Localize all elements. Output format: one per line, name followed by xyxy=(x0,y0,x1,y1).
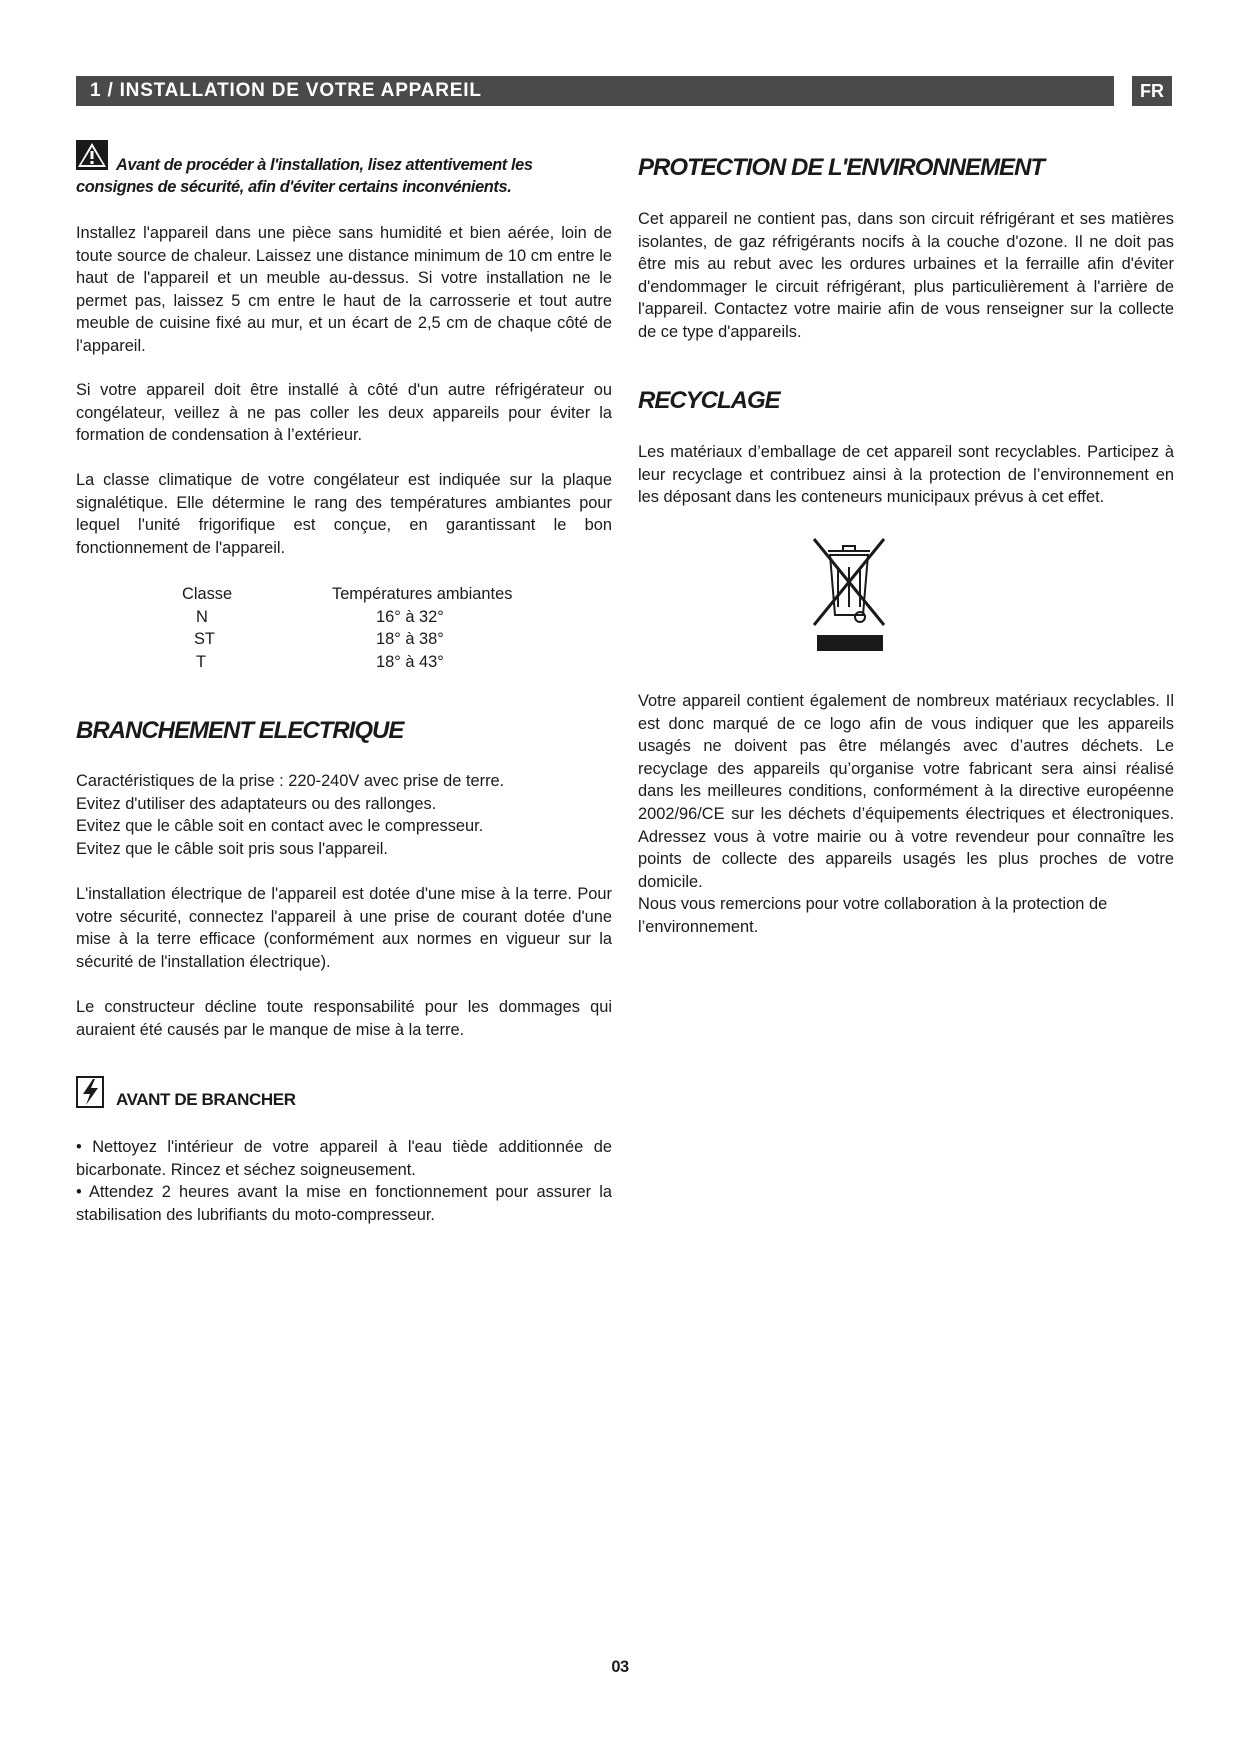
weee-paragraph: Votre appareil contient également de nombreux matériaux recyclables. Il est donc marqué de ce logo afin de vous indiquer que les appareils usagés ne doivent pas être mélangés avec d’autres déchets. Le recyclage des appareils qu’organise votre fabricant sera ainsi réalisé dans les meilleures conditions, conformément à la directive européenne 2002/96/CE sur les déchets d’équipements électriques et électroniques. Adressez vous à votre mairie ou à votre revendeur pour connaître les points de collecte des appareils usagés les plus proches de votre domicile. xyxy=(638,692,1174,891)
climate-class-paragraph: La classe climatique de votre congélateur est indiquée sur la plaque signalétique. Elle détermine le rang des températures ambiantes pour lequel l'unité frigorifique est conçue, en garantissant le bon fonctionnement de l'appareil. xyxy=(76,471,612,557)
electric-line: Caractéristiques de la prise : 220-240V avec prise de terre. xyxy=(76,772,505,790)
table-cell-class: ST xyxy=(194,630,215,649)
recycling-heading: RECYCLAGE xyxy=(638,387,780,414)
thanks-paragraph: Nous vous remercions pour votre collaboration à la protection de l’environnement. xyxy=(638,895,1108,936)
table-cell-class: N xyxy=(196,607,208,626)
table-cell-range: 18° à 43° xyxy=(376,652,444,671)
lightning-icon xyxy=(76,1076,104,1108)
electric-requirements xyxy=(76,770,612,860)
table-cell-class: T xyxy=(196,652,207,671)
electric-line: Evitez d'utiliser des adaptateurs ou des rallonges. xyxy=(76,794,437,813)
side-by-side-paragraph: Si votre appareil doit être installé à côté d'un autre réfrigérateur ou congélateur, veillez à ne pas coller les deux appareils pour éviter la formation de condensation à l’extérieur. xyxy=(76,381,612,445)
warning-text: Avant de procéder à l'installation, lisez attentivement les consignes de sécurité, afin d'éviter certains inconvénients. xyxy=(76,156,533,196)
environment-heading: PROTECTION DE L'ENVIRONNEMENT xyxy=(638,154,1045,181)
earthing-paragraph: L'installation électrique de l'appareil est dotée d'une mise à la terre. Pour votre sécurité, connectez l'appareil à une prise de courant dotée d'une mise à la terre efficace (conformément aux normes en vigueur sur la sécurité de l'installation électrique). xyxy=(76,885,612,971)
table-cell-range: 18° à 38° xyxy=(376,630,444,649)
electric-connection-heading: BRANCHEMENT ELECTRIQUE xyxy=(76,717,404,744)
table-header-class: Classe xyxy=(182,585,233,603)
electric-line: Evitez que le câble soit en contact avec le compresseur. xyxy=(76,817,484,836)
wait-instruction: • Attendez 2 heures avant la mise en fonctionnement pour assurer la stabilisation des lubrifiants du moto-compresseur. xyxy=(76,1183,612,1224)
liability-paragraph: Le constructeur décline toute responsabilité pour les dommages qui auraient été causés par le manque de mise à la terre. xyxy=(76,998,612,1039)
crossed-out-bin-icon xyxy=(808,537,890,655)
page-number: 03 xyxy=(611,1658,629,1676)
environment-paragraph: Cet appareil ne contient pas, dans son circuit réfrigérant et ses matières isolantes, de gaz réfrigérants nocifs à la couche d'ozone. Il ne doit pas être mis au rebut avec les ordures urbaines et la ferraille afin d'éviter d'endommager le circuit réfrigérant, plus particulièrement à l'arrière de l'appareil. Contactez votre mairie afin de vous renseigner sur la collecte de ce type d'appareils. xyxy=(638,210,1174,341)
table-cell-range: 16° à 32° xyxy=(376,607,444,626)
recycling-paragraph: Les matériaux d’emballage de cet appareil sont recyclables. Participez à leur recyclage et contribuez ainsi à la protection de l’environnement en les déposant dans les conteneurs municipaux prévus à cet effet. xyxy=(638,443,1174,507)
table-header-temperatures: Températures ambiantes xyxy=(332,585,513,603)
electric-line: Evitez que le câble soit pris sous l'appareil. xyxy=(76,839,388,858)
installation-paragraph: Installez l'appareil dans une pièce sans humidité et bien aérée, loin de toute source de chaleur. Laissez une distance minimum de 10 cm entre le haut de l'appareil et un meuble au-dessus. Si votre installation ne le permet pas, laissez 5 cm entre le haut de la carrosserie et tout autre meuble de cuisine fixé au mur, et un écart de 2,5 cm de chaque côté de l'appareil. xyxy=(76,224,612,355)
section-title: 1 / INSTALLATION DE VOTRE APPAREIL xyxy=(90,80,482,101)
before-plugging-heading: AVANT DE BRANCHER xyxy=(116,1090,296,1109)
language-badge: FR xyxy=(1132,76,1172,106)
cleaning-instruction: • Nettoyez l'intérieur de votre appareil à l'eau tiède additionnée de bicarbonate. Rincez et séchez soigneusement. xyxy=(76,1138,612,1179)
section-header-bar xyxy=(76,76,1114,106)
